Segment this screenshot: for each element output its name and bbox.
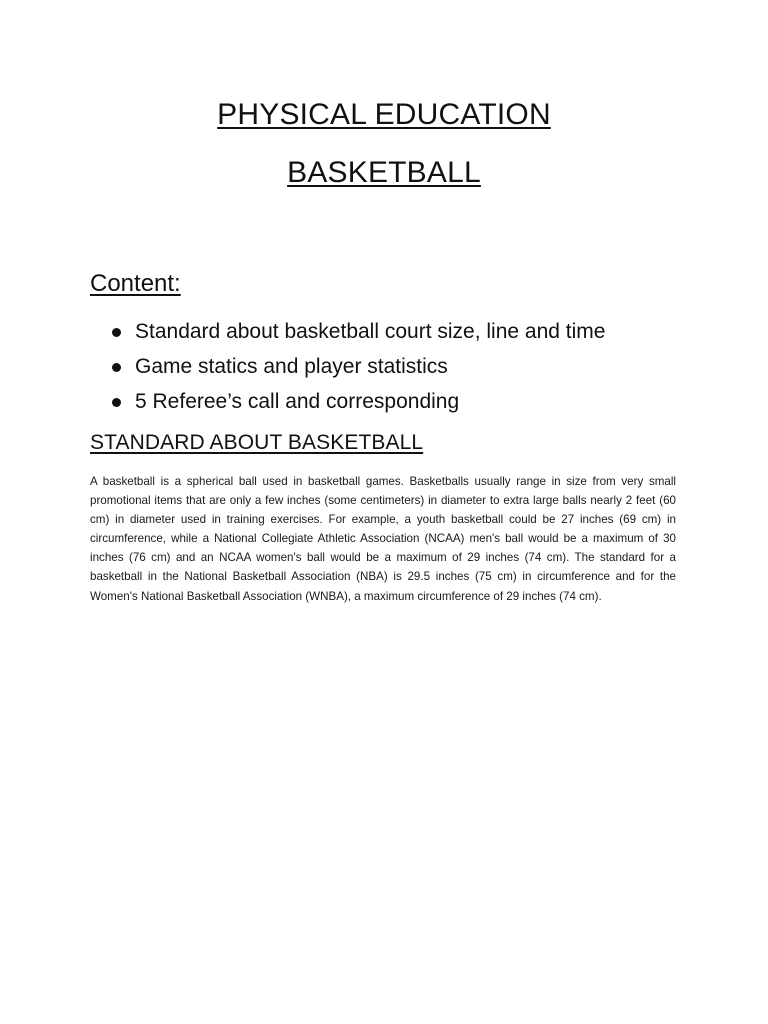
section-paragraph: A basketball is a spherical ball used in basketball games. Basketballs usually range in size from very small promotional items that are only a few inches (some centimeters) in diameter to extra large balls nearly 2 feet (60 cm) in diameter used in training exercises. For example, a youth basketball could be 27 inches (69 cm) in circumference, while a National Collegiate Athletic Association (NCAA) men's ball would be a maximum of 30 inches (76 cm) and an NCAA women's ball would be a maximum of 29 inches (74 cm). The standard for a basketball in the National Basketball Association (NBA) is 29.5 inches (75 cm) in circumference and for the Women's National Basketball Association (WNBA), a maximum circumference of 29 inches (74 cm). xyxy=(90,475,676,603)
bullet-icon xyxy=(112,328,121,337)
document-title: PHYSICAL EDUCATION xyxy=(217,98,551,131)
content-heading: Content: xyxy=(90,270,181,297)
document-subtitle: BASKETBALL xyxy=(287,156,481,189)
list-item xyxy=(110,349,605,384)
list-item-text: Standard about basketball court size, line and time xyxy=(135,320,606,343)
list-item-text: Game statics and player statistics xyxy=(135,355,448,378)
bullet-icon xyxy=(112,363,121,372)
bullet-icon xyxy=(112,398,121,407)
content-list xyxy=(110,314,605,419)
list-item xyxy=(110,384,605,419)
list-item-text: 5 Referee’s call and corresponding xyxy=(135,390,460,413)
list-item xyxy=(110,314,605,349)
section-heading: STANDARD ABOUT BASKETBALL xyxy=(90,431,424,454)
